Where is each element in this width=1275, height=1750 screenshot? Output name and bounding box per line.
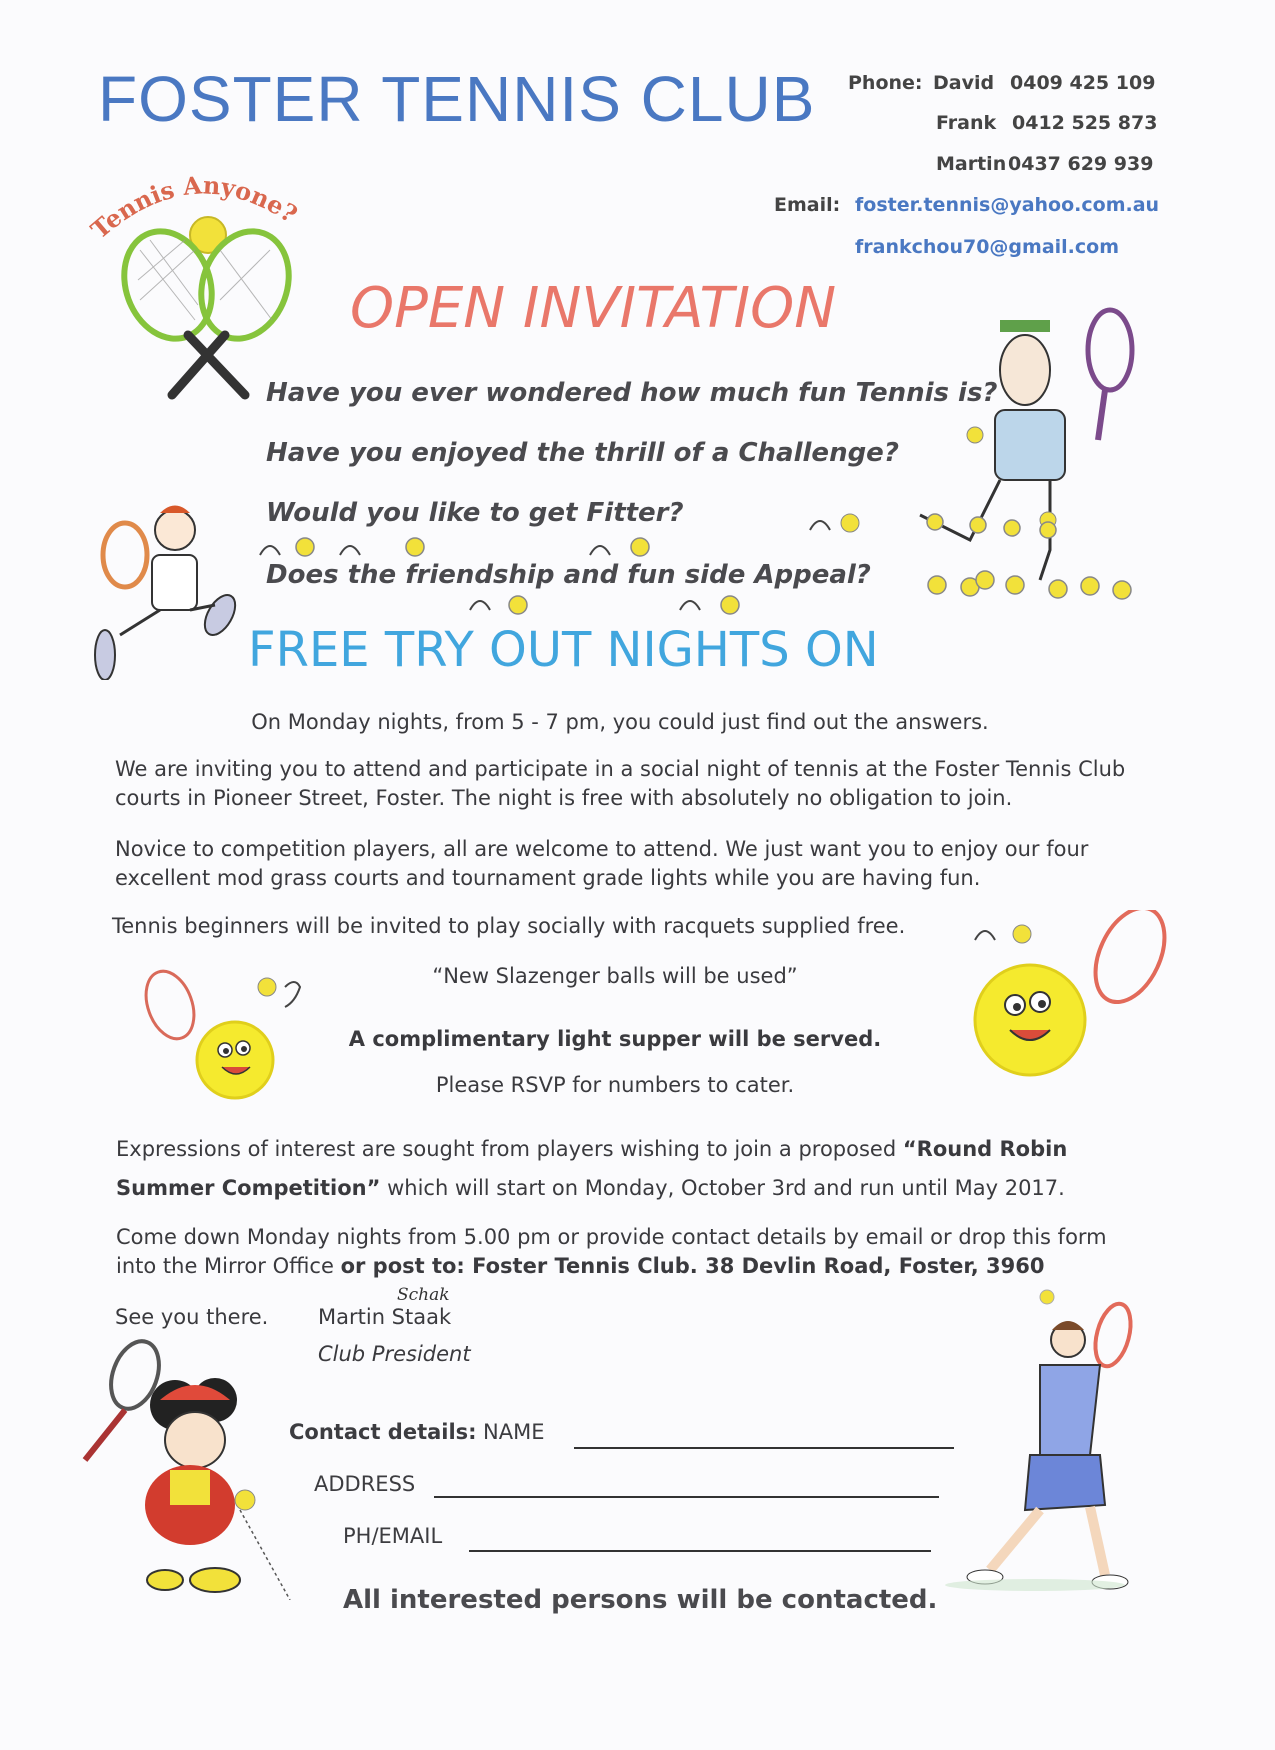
phone-name-frank: Frank xyxy=(936,112,997,134)
racquet-icon xyxy=(103,523,147,587)
expressions-text-end: which will start on Monday, October 3rd and run until May 2017. xyxy=(380,1176,1065,1200)
address-field[interactable] xyxy=(434,1496,939,1498)
contact-details-label: Contact details: xyxy=(289,1420,477,1444)
email-label: Email: xyxy=(774,194,841,216)
phemail-field[interactable] xyxy=(469,1550,931,1552)
contacted-footer: All interested persons will be contacted. xyxy=(343,1585,938,1615)
racquet-icon xyxy=(102,1335,167,1416)
expressions-paragraph xyxy=(116,1130,1116,1208)
question-fitter: Would you like to get Fitter? xyxy=(266,498,684,528)
cartoon-boy-illustration xyxy=(90,495,250,680)
handwritten-correction: Schak xyxy=(397,1285,450,1305)
rsvp-line: Please RSVP for numbers to cater. xyxy=(435,1073,795,1097)
novice-paragraph: Novice to competition players, all are welcome to attend. We just want you to enjoy our four excellent mod grass courts and tournament grade lights while you are having fun. xyxy=(115,837,1089,890)
phemail-field-label: PH/EMAIL xyxy=(343,1524,443,1548)
expressions-text-start: Expressions of interest are sought from players wishing to join a proposed xyxy=(116,1137,903,1161)
racquet-icon xyxy=(140,965,203,1046)
come-down-text: Come down Monday nights from 5.00 pm or provide contact details by email or drop this form into the Mirror Office xyxy=(116,1225,1107,1278)
open-invitation-heading: OPEN INVITATION xyxy=(350,276,837,341)
phone-label: Phone: xyxy=(848,72,923,94)
cartoon-mouse-illustration xyxy=(70,1330,310,1600)
phone-number-martin: 0437 629 939 xyxy=(1008,153,1154,175)
logo-arc-text: Tennis Anyone? xyxy=(85,170,303,245)
president-name: Martin Staak xyxy=(318,1305,452,1329)
see-you-there: See you there. xyxy=(115,1305,269,1329)
email-link-gmail[interactable]: frankchou70@gmail.com xyxy=(855,236,1120,258)
club-title: FOSTER TENNIS CLUB xyxy=(98,63,816,135)
cartoon-player-illustration xyxy=(900,300,1150,600)
racquet-icon xyxy=(187,219,304,351)
question-challenge: Have you enjoyed the thrill of a Challenge? xyxy=(266,438,899,468)
email-link-yahoo[interactable]: foster.tennis@yahoo.com.au xyxy=(855,194,1160,216)
free-try-out-heading: FREE TRY OUT NIGHTS ON xyxy=(248,622,879,678)
question-fun: Have you ever wondered how much fun Tennis is? xyxy=(266,378,998,408)
monday-nights-line: On Monday nights, from 5 - 7 pm, you could just find out the answers. xyxy=(251,710,989,734)
racquet-icon xyxy=(1082,910,1170,1013)
slazenger-balls-line: “New Slazenger balls will be used” xyxy=(432,964,798,988)
racquet-icon xyxy=(110,219,227,351)
phone-number-frank: 0412 525 873 xyxy=(1012,112,1158,134)
tennis-anyone-logo xyxy=(80,160,330,400)
phone-number-david: 0409 425 109 xyxy=(1010,72,1156,94)
racquet-icon xyxy=(1089,1300,1136,1370)
round-robin-text: “Round Robin Summer Competition” xyxy=(116,1137,1068,1200)
beginners-line: Tennis beginners will be invited to play socially with racquets supplied free. xyxy=(112,914,906,938)
phone-name-david: David xyxy=(933,72,995,94)
question-friendship: Does the friendship and fun side Appeal? xyxy=(266,560,871,590)
light-supper-line: A complimentary light supper will be served. xyxy=(348,1027,882,1051)
invite-paragraph: We are inviting you to attend and participate in a social night of tennis at the Foster Tennis Club courts in Pioneer Street, Foster. The night is free with absolutely no obligation to join. xyxy=(115,757,1126,810)
phone-name-martin: Martin xyxy=(936,153,1007,175)
name-field-label: NAME xyxy=(483,1420,545,1444)
come-down-paragraph xyxy=(116,1223,1126,1281)
address-field-label: ADDRESS xyxy=(314,1472,416,1496)
post-address-text: or post to: Foster Tennis Club. 38 Devlin Road, Foster, 3960 xyxy=(340,1254,1045,1278)
president-title: Club President xyxy=(318,1342,471,1366)
racquet-icon xyxy=(1088,310,1132,390)
name-field[interactable] xyxy=(574,1447,954,1449)
tennis-ball-icon xyxy=(190,217,226,253)
tennis-player-illustration xyxy=(930,1285,1150,1605)
